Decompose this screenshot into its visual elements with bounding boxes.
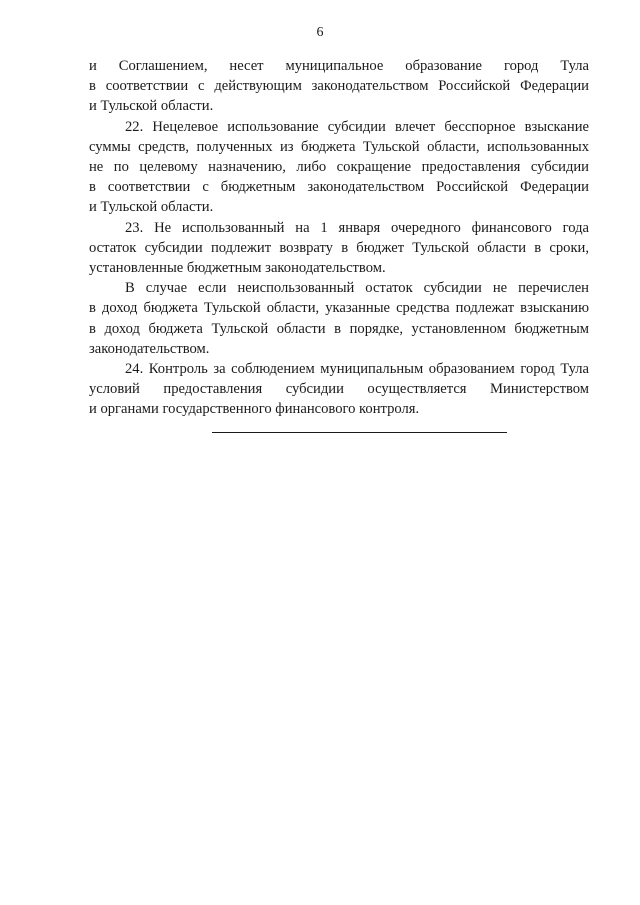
text-line: остаток субсидии подлежит возврату в бюджет Тульской области в сроки,: [89, 239, 589, 256]
text-line: в соответствии с действующим законодательством Российской Федерации: [89, 78, 589, 95]
paragraph-24: [89, 359, 589, 420]
text-line: законодательством.: [89, 340, 210, 357]
text-line: и органами государственного финансового контроля.: [89, 401, 420, 418]
text-line: установленные бюджетным законодательством.: [89, 260, 386, 277]
document-body: [89, 56, 589, 420]
text-line: 24. Контроль за соблюдением муниципальным образованием город Тула: [125, 361, 589, 378]
text-line: 23. Не использованный на 1 января очередного финансового года: [125, 219, 589, 236]
end-divider-line: [212, 432, 507, 433]
text-line: В случае если неиспользованный остаток субсидии не перечислен: [125, 280, 589, 297]
text-line: и Тульской области.: [89, 199, 214, 216]
text-line: не по целевому назначению, либо сокращение предоставления субсидии: [89, 159, 589, 176]
paragraph-22: [89, 117, 589, 218]
text-line: 22. Нецелевое использование субсидии влечет бесспорное взыскание: [125, 118, 589, 135]
text-line: и Тульской области.: [89, 98, 214, 115]
paragraph-continuation: [89, 56, 589, 117]
text-line: условий предоставления субсидии осуществляется Министерством: [89, 381, 589, 398]
text-line: суммы средств, полученных из бюджета Тульской области, использованных: [89, 138, 589, 155]
paragraph-23: [89, 218, 589, 279]
text-line: в соответствии с бюджетным законодательством Российской Федерации: [89, 179, 589, 196]
paragraph-23-remainder: [89, 278, 589, 359]
text-line: в доход бюджета Тульской области в порядке, установленном бюджетным: [89, 320, 589, 337]
text-line: и Соглашением, несет муниципальное образование город Тула: [89, 58, 589, 74]
text-line: в доход бюджета Тульской области, указанные средства подлежат взысканию: [89, 300, 589, 317]
page-number: 6: [316, 25, 324, 40]
